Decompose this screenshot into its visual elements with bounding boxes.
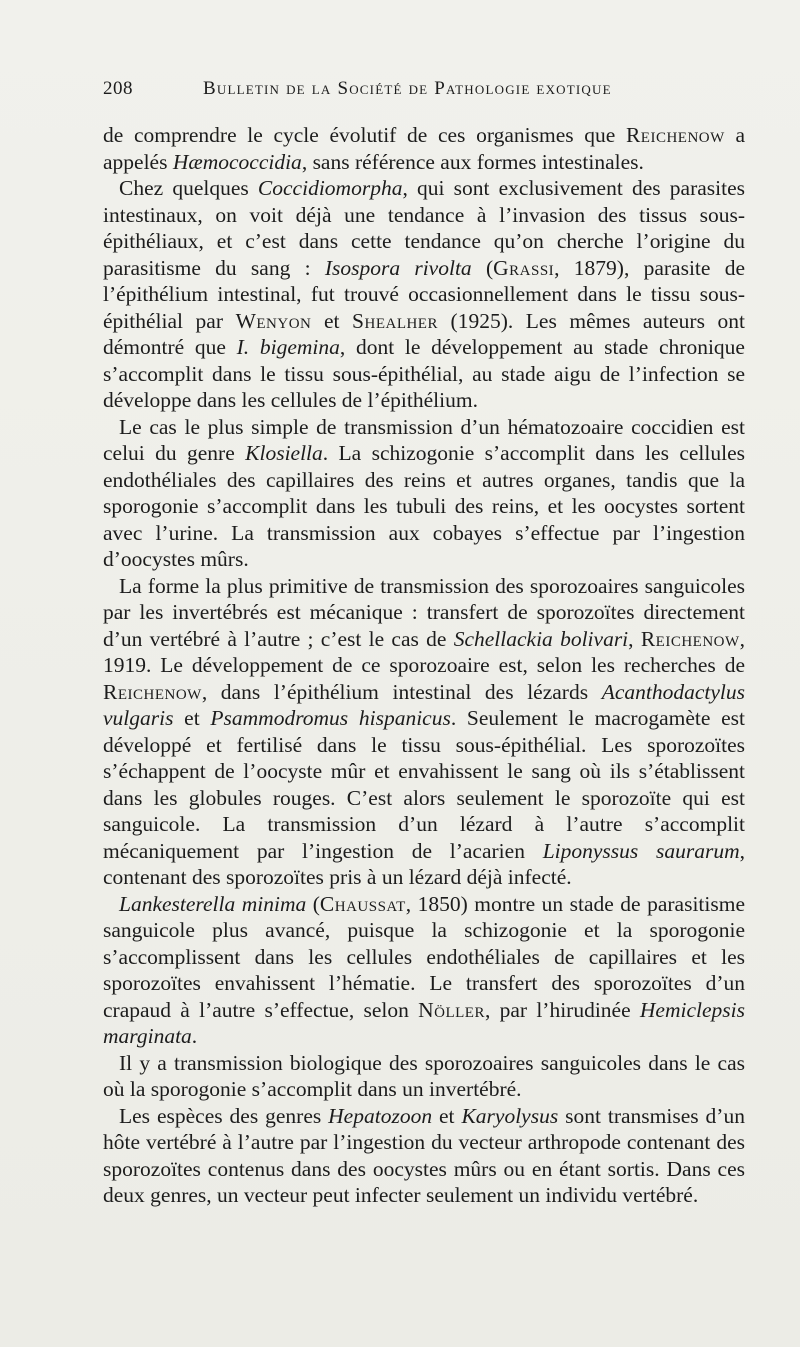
italic-term: Hæmococcidia (172, 149, 302, 174)
italic-term: Hemiclepsis marginata (103, 997, 745, 1048)
text-run: , 1850) montre un stade de parasitisme sanguicole plus avancé, puisque la schizogonie et la sporogonie s’accomplissent dans les cellules endothéliales de capillaires et les sporozoïtes envahissent l’hématie. Le transfert des sporozoïtes d’un crapaud à l’autre s’effectue, selon (103, 891, 745, 1022)
paragraph (103, 175, 745, 414)
italic-term: Hepatozoon (328, 1103, 433, 1128)
author-name: Reichenow (103, 679, 202, 704)
text-run: , 1879), parasite de l’épithélium intestinal, fut trouvé occasionnellement dans le tissu sous-épithélial par (103, 255, 745, 333)
text-run: , contenant des sporozoïtes pris à un lézard déjà infecté. (103, 838, 745, 889)
italic-term: Coccidiomorpha (257, 176, 403, 200)
italic-term: Schellackia bolivari (453, 626, 629, 651)
text-run: ( (306, 891, 320, 916)
paragraph (103, 1103, 745, 1209)
text-run: , (628, 626, 641, 651)
italic-term: Karyolysus (461, 1103, 559, 1128)
text-run: , dont le développement au stade chronique s’accomplit dans le tissu sous-épithélial, au stade aigu de l’infection se développe dans les cellules de l’épithélium. (103, 335, 745, 412)
text-run: , sans référence aux formes intestinales. (301, 149, 644, 174)
italic-term: Isospora rivolta (324, 255, 472, 280)
text-run: Le cas le plus simple de transmission d’un hématozoaire coccidien est celui du genre (103, 414, 745, 465)
text-run: Il y a transmission biologique des sporozoaires sanguicoles dans le cas où la sporogonie s’accomplit dans un invertébré. (103, 1050, 745, 1101)
text-run: Les espèces des genres (119, 1103, 329, 1128)
paragraph (103, 122, 745, 175)
text-run: , par l’hirudinée (484, 997, 640, 1022)
text-run: sont transmises d’un hôte vertébré à l’autre par l’ingestion du vecteur arthropode contenant des sporozoïtes contenus dans des oocystes mûrs ou en étant sortis. Dans ces deux genres, un vecteur peut infecter seulement un individu vertébré. (103, 1103, 745, 1207)
page-number: 208 (103, 78, 133, 99)
text-run: , 1919. Le développement de ce sporozoaire est, selon les recherches de (103, 626, 746, 677)
text-run: et (173, 706, 211, 730)
author-name: Grassi (493, 255, 555, 280)
paragraph (103, 1050, 745, 1103)
text-run: ( (471, 255, 494, 280)
text-run: Chez quelques (119, 176, 258, 200)
author-name: Reichenow (640, 626, 740, 651)
italic-term: Acanthodactylus vulgaris (103, 679, 745, 730)
text-run: , qui sont exclusivement des parasites intestinaux, on voit déjà une tendance à l’invasion des tissus sous-épithéliaux, et c’est dans cette tendance qu’on cherche l’origine du parasitisme du sang : (103, 176, 745, 280)
page-header (103, 78, 745, 108)
text-run: . Seulement le macrogamète est développé et fertilisé dans le tissu sous-épithélial. Les sporozoïtes s’échappent de l’oocyste mûr et envahissent le sang où ils s’établissent dans les globules rouges. C’est alors seulement le sporozoïte qui est sanguicole. La transmission d’un lézard à l’autre s’accomplit mécaniquement par l’ingestion de l’acarien (103, 706, 745, 863)
text-run: de comprendre le cycle évolutif de ces organismes que (103, 123, 626, 147)
italic-term: Lankesterella minima (119, 891, 307, 916)
paragraph (103, 573, 745, 891)
text-run: La forme la plus primitive de transmission des sporozoaires sanguicoles par les invertébrés est mécanique : transfert de sporozoïtes directement d’un vertébré à l’autre ; c’est le cas de (103, 573, 745, 651)
italic-term: Psammodromus hispanicus (210, 706, 451, 730)
text-run: (1925). Les mêmes auteurs ont démontré que (103, 308, 745, 359)
running-title: Bulletin de la Société de Pathologie exotique (203, 78, 612, 99)
italic-term: Klosiella (245, 441, 323, 465)
author-name: Nöller (418, 997, 485, 1022)
text-run: . (191, 1024, 198, 1048)
text-run: a appelés (103, 123, 745, 174)
text-run: , dans l’épithélium intestinal des lézards (201, 679, 602, 704)
author-name: Wenyon (235, 308, 312, 333)
author-name: Chaussat (319, 891, 406, 916)
text-run: . La schizogonie s’accomplit dans les cellules endothéliales des capillaires des reins et autres organes, tandis que la sporogonie s’accomplit dans les tubuli des reins, et les oocystes sortent avec l’urine. La transmission aux cobayes s’effectue par l’ingestion d’oocystes mûrs. (103, 441, 746, 571)
paragraph (103, 891, 745, 1050)
author-name: Shealher (352, 308, 438, 333)
italic-term: Liponyssus saurarum (542, 838, 740, 863)
paragraph (103, 414, 745, 573)
author-name: Reichenow (625, 123, 725, 147)
text-run: et (311, 308, 353, 333)
text-run: et (432, 1103, 462, 1128)
italic-term: I. bigemina (236, 335, 340, 359)
body-text (103, 122, 745, 1209)
